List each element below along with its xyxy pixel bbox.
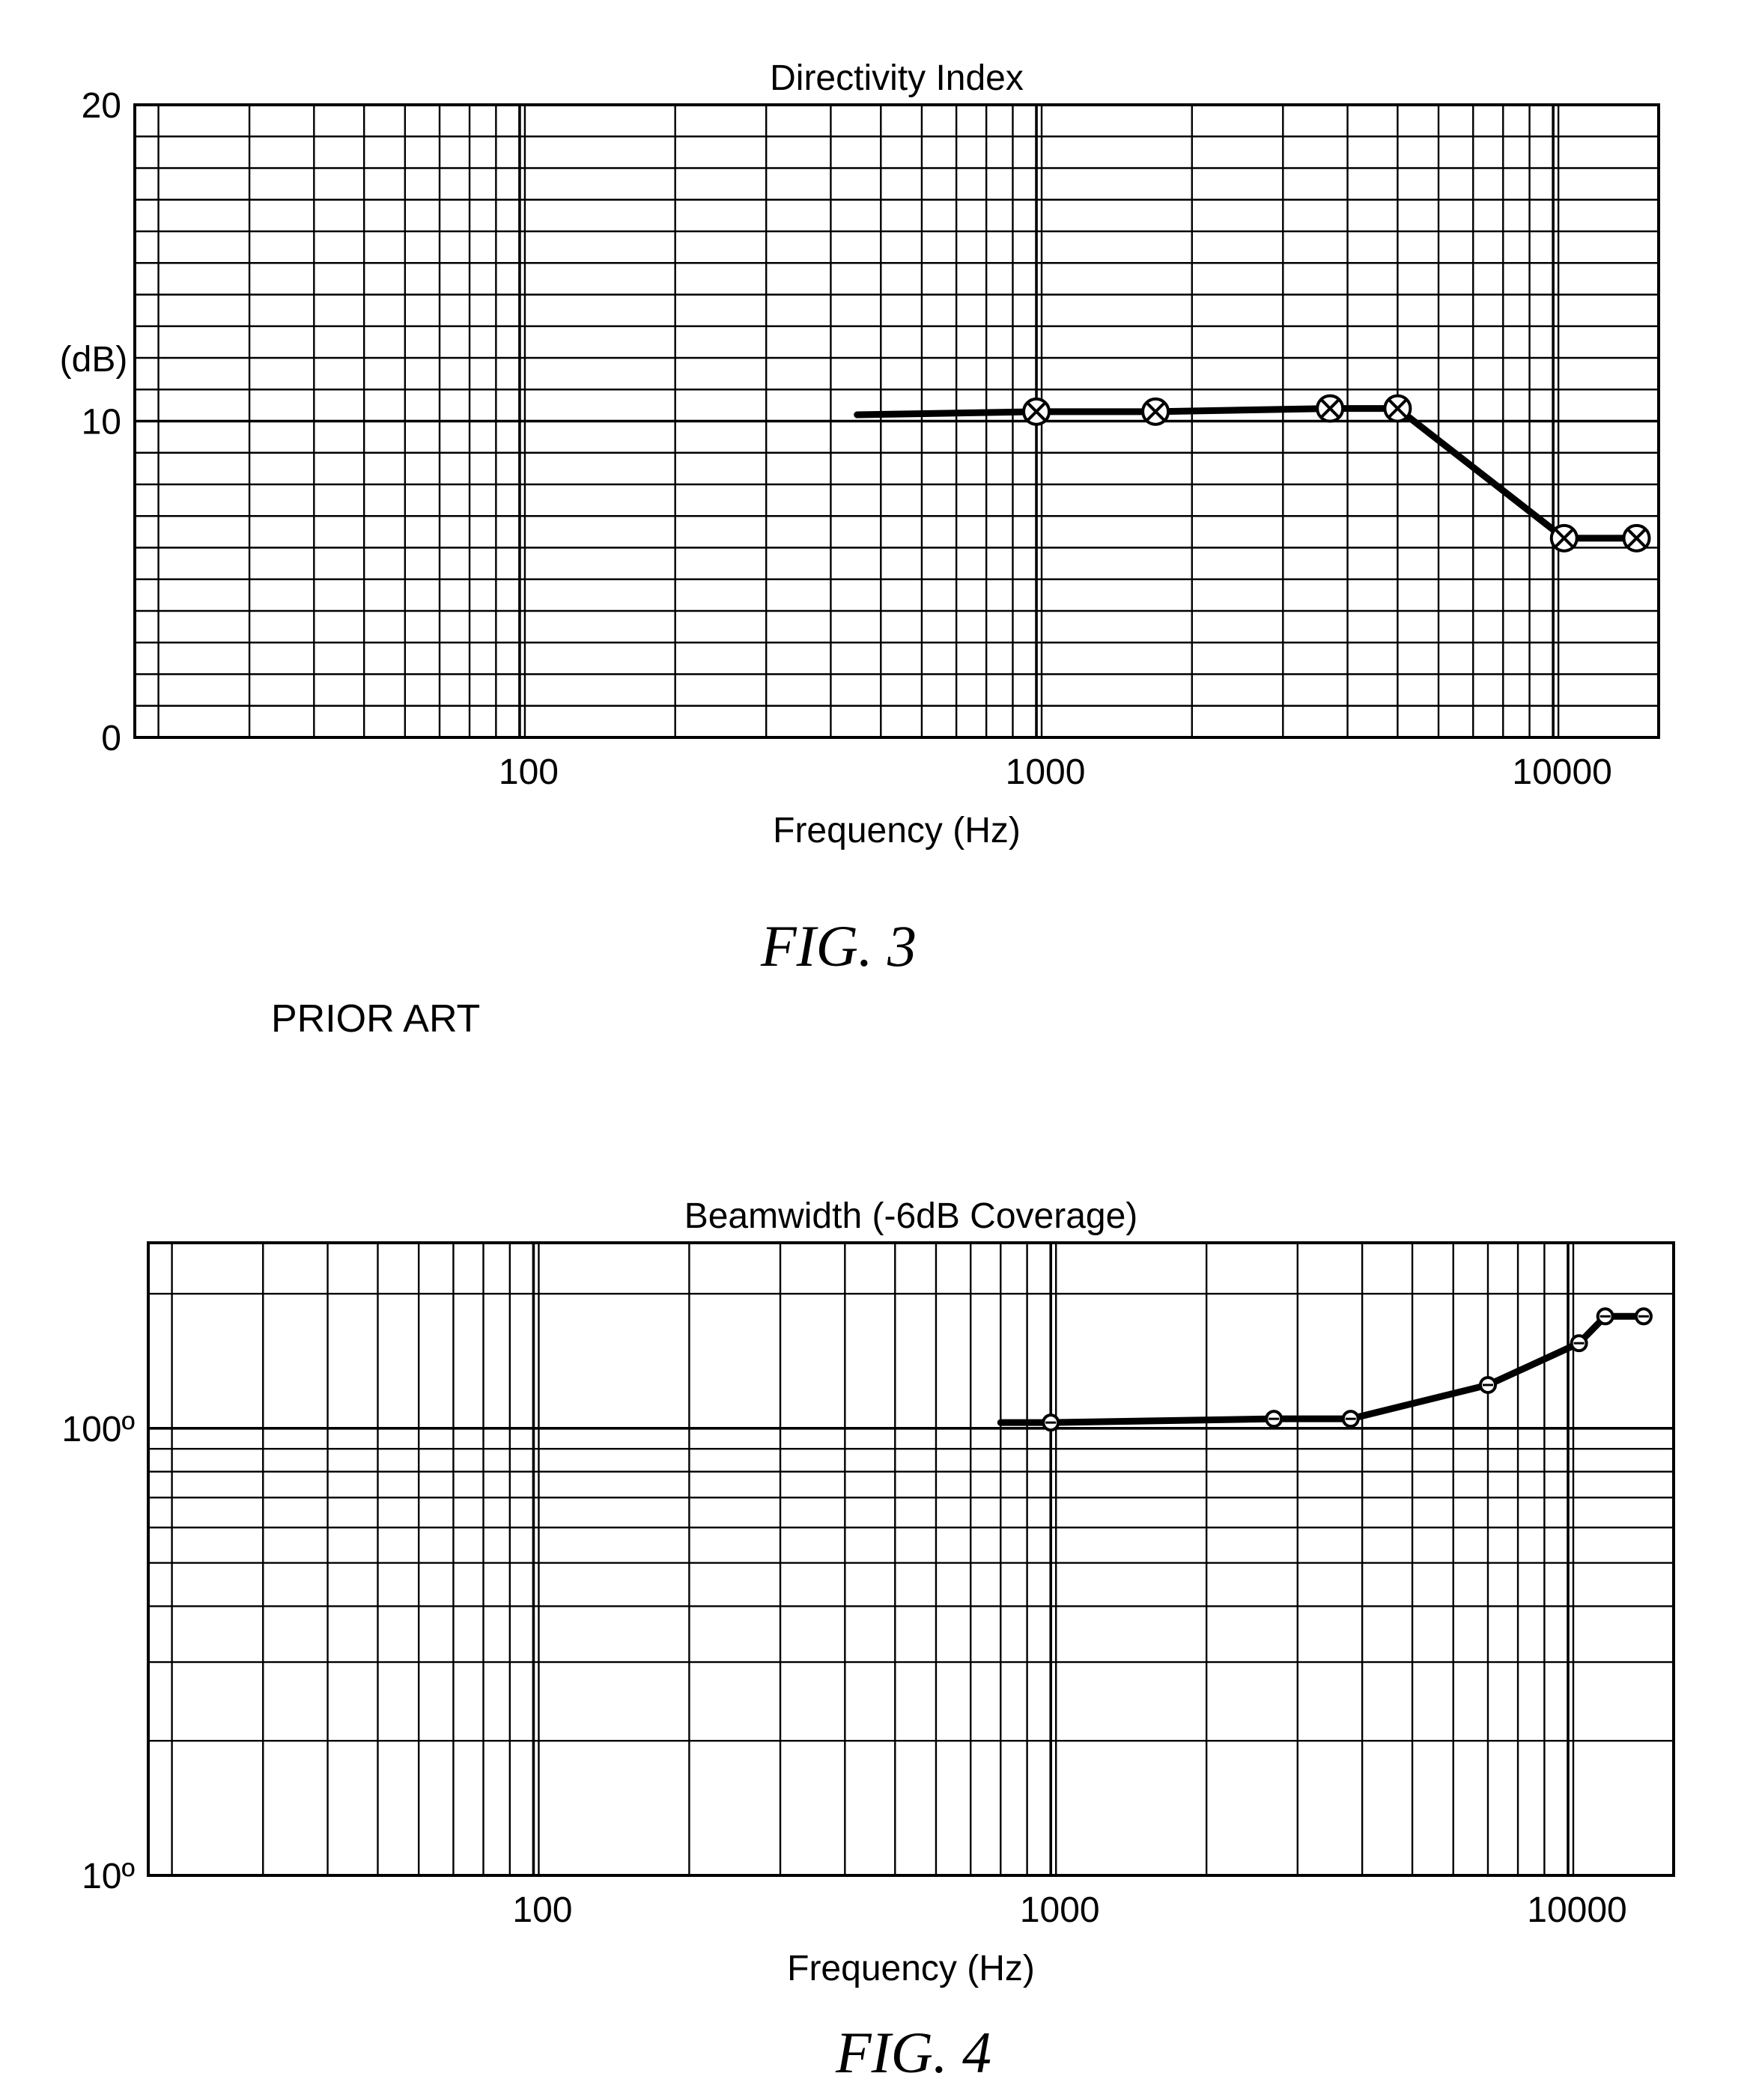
series-line bbox=[857, 409, 1637, 538]
chart2-grid bbox=[148, 1243, 1674, 1875]
series-line bbox=[1000, 1316, 1644, 1422]
chart1-series bbox=[857, 396, 1650, 551]
y-tick-label: 0 bbox=[101, 719, 121, 758]
x-tick-label: 100 bbox=[498, 752, 559, 792]
chart1-grid bbox=[135, 105, 1659, 737]
chart2-series bbox=[1000, 1309, 1651, 1430]
chart1-x-tick-labels bbox=[499, 752, 1612, 792]
data-point bbox=[1552, 526, 1577, 551]
data-point bbox=[1572, 1336, 1587, 1351]
chart2-x-axis-label: Frequency (Hz) bbox=[787, 1949, 1035, 1988]
fig3-caption: FIG. 3 bbox=[761, 913, 917, 979]
chart1-y-axis-label: (dB) bbox=[59, 340, 128, 380]
data-point bbox=[1598, 1309, 1613, 1324]
chart2-title: Beamwidth (-6dB Coverage) bbox=[684, 1196, 1138, 1236]
data-point bbox=[1043, 1415, 1058, 1430]
data-point bbox=[1266, 1411, 1281, 1426]
chart2-x-tick-labels bbox=[512, 1890, 1626, 1930]
chart2-y-tick-labels bbox=[61, 1410, 135, 1896]
beamwidth-chart bbox=[61, 1196, 1674, 1988]
data-point bbox=[1636, 1309, 1651, 1324]
y-tick-label: 100º bbox=[61, 1409, 135, 1449]
y-tick-label: 10º bbox=[82, 1857, 135, 1896]
x-tick-label: 10000 bbox=[1527, 1890, 1627, 1930]
data-point bbox=[1343, 1411, 1358, 1426]
y-tick-label: 10 bbox=[81, 402, 121, 442]
chart1-y-tick-labels bbox=[82, 86, 121, 758]
data-point bbox=[1385, 396, 1410, 421]
fig4-caption: FIG. 4 bbox=[836, 2020, 991, 2085]
data-point bbox=[1623, 526, 1649, 551]
data-point bbox=[1480, 1378, 1495, 1393]
chart1-title: Directivity Index bbox=[770, 58, 1024, 98]
x-tick-label: 10000 bbox=[1512, 752, 1612, 792]
directivity-index-chart bbox=[60, 58, 1659, 850]
prior-art-note: PRIOR ART bbox=[271, 997, 481, 1041]
x-tick-label: 1000 bbox=[1005, 752, 1086, 792]
data-point bbox=[1143, 399, 1168, 424]
x-tick-label: 100 bbox=[512, 1890, 573, 1930]
y-tick-label: 20 bbox=[81, 86, 121, 126]
data-point bbox=[1024, 399, 1049, 424]
data-point bbox=[1317, 396, 1343, 421]
x-tick-label: 1000 bbox=[1019, 1890, 1100, 1930]
chart1-x-axis-label: Frequency (Hz) bbox=[773, 811, 1021, 850]
